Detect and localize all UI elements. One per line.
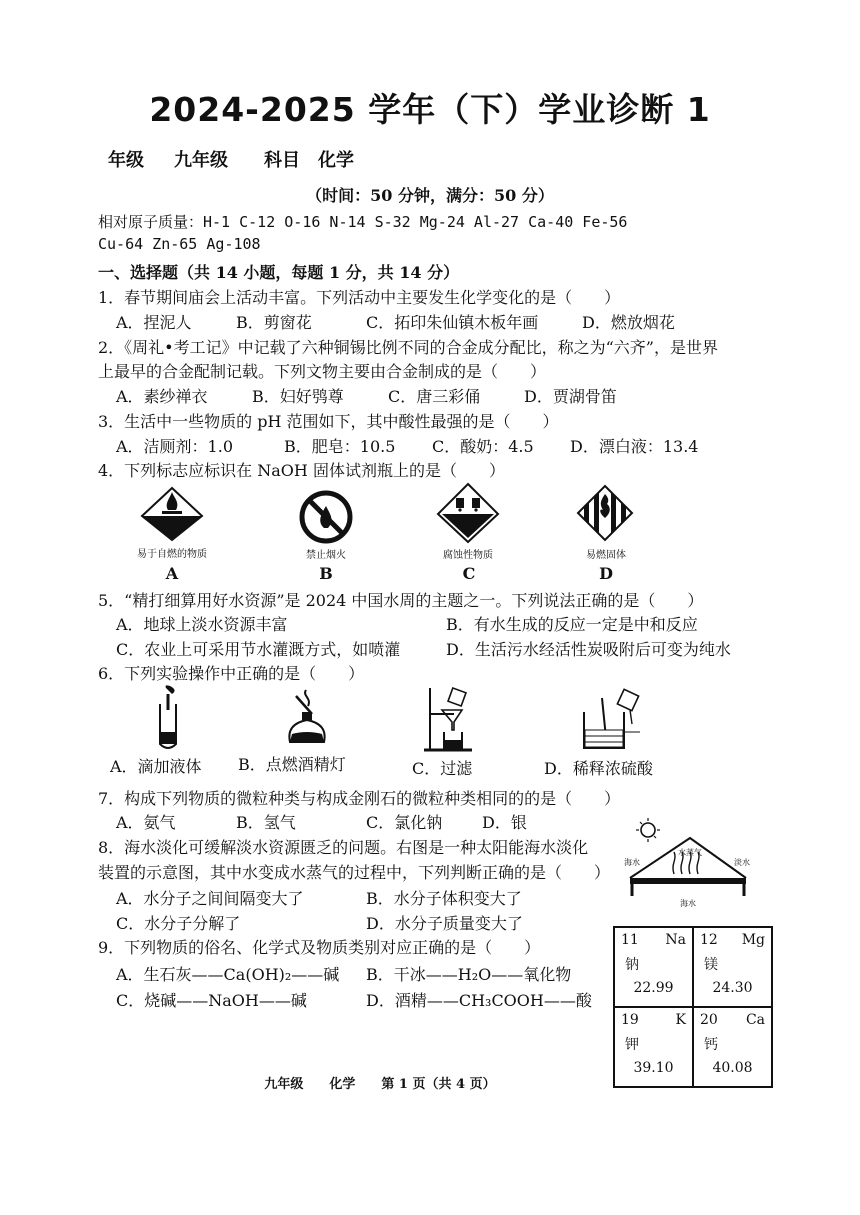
element-cell-na: 11 Na 钠 22.99: [614, 927, 693, 1007]
q5-stem: 5．“精打细算用好水资源”是 2024 中国水周的主题之一。下列说法正确的是（ ）: [98, 591, 704, 610]
sign-d-caption: 易燃固体: [586, 550, 626, 561]
page-title: 2024-2025 学年（下）学业诊断 1: [149, 90, 711, 129]
alcohol-lamp-icon: [282, 684, 332, 750]
q1-option-b: B．剪窗花: [236, 313, 312, 332]
q6-option-a: A．滴加液体: [110, 757, 202, 776]
section-heading: 一、选择题（共 14 小题，每题 1 分，共 14 分）: [98, 263, 460, 282]
q2-option-d: D．贾湖骨笛: [524, 387, 617, 406]
q5-option-b: B．有水生成的反应一定是中和反应: [446, 615, 698, 634]
fig-freshwater-label: 淡水: [734, 858, 750, 867]
flammable-solid-sign-icon: [576, 484, 634, 542]
dilution-beaker-icon: [580, 688, 646, 752]
grade-value: 九年级: [174, 150, 228, 171]
q3-option-c: C．酸奶：4.5: [432, 437, 534, 456]
filtration-stand-icon: [422, 684, 476, 752]
q6-option-d: D．稀释浓硫酸: [544, 759, 653, 778]
q2-stem-2: 上最早的合金配制记载。下列文物主要由合金制成的是（ ）: [98, 362, 547, 381]
q7-stem: 7．构成下列物质的微粒种类与构成金刚石的微粒种类相同的的是（ ）: [98, 789, 621, 808]
q8-option-c: C．水分子分解了: [116, 914, 241, 933]
grade-label: 年级: [108, 150, 144, 171]
subject-label: 科目: [264, 150, 300, 171]
sign-c-caption: 腐蚀性物质: [443, 550, 493, 561]
q2-stem-1: 2．《周礼•考工记》中记载了六种铜锡比例不同的合金成分配比，称之为“六齐”，是世界: [98, 338, 718, 357]
spontaneous-combustion-sign-icon: [140, 486, 204, 542]
q5-option-c: C．农业上可采用节水灌溉方式，如喷灌: [116, 640, 401, 659]
q7-option-a: A．氨气: [116, 813, 176, 832]
q7-option-b: B．氢气: [236, 813, 296, 832]
element-cell-k: 19 K 钾 39.10: [614, 1007, 693, 1087]
q1-option-d: D．燃放烟花: [582, 313, 675, 332]
q3-option-a: A．洁厕剂：1.0: [116, 437, 234, 456]
sign-d-letter: D: [599, 564, 613, 583]
q9-option-a: A．生石灰——Ca(OH)₂——碱: [116, 965, 340, 984]
q9-option-b: B．干冰——H₂O——氧化物: [366, 965, 572, 984]
page-footer: 九年级 化学 第 1 页（共 4 页）: [264, 1077, 496, 1092]
dropper-test-tube-icon: [148, 684, 188, 752]
periodic-table-excerpt: [613, 926, 773, 1088]
element-cell-mg: 12 Mg 镁 24.30: [693, 927, 772, 1007]
fig-seawater-left: 海水: [624, 858, 640, 867]
q6-stem: 6．下列实验操作中正确的是（ ）: [98, 664, 365, 683]
no-fire-sign-icon: [297, 490, 355, 544]
q2-option-c: C．唐三彩俑: [388, 387, 481, 406]
element-cell-ca: 20 Ca 钙 40.08: [693, 1007, 772, 1087]
q7-option-d: D．银: [482, 813, 527, 832]
q8-option-d: D．水分子质量变大了: [366, 914, 523, 933]
q2-option-b: B．妇好鸮尊: [252, 387, 344, 406]
q5-option-a: A．地球上淡水资源丰富: [116, 615, 288, 634]
q1-stem: 1．春节期间庙会上活动丰富。下列活动中主要发生化学变化的是（ ）: [98, 288, 621, 307]
sign-b-caption: 禁止烟火: [306, 550, 346, 561]
q1-option-c: C．拓印朱仙镇木板年画: [366, 313, 539, 332]
q9-option-d: D．酒精——CH₃COOH——酸: [366, 991, 592, 1010]
q8-stem-1: 8．海水淡化可缓解淡水资源匮乏的问题。右图是一种太阳能海水淡化: [98, 838, 589, 857]
fig-seawater-bottom: 海水: [680, 899, 696, 908]
q8-stem-2: 装置的示意图，其中水变成水蒸气的过程中，下列判断正确的是（ ）: [98, 863, 611, 882]
q4-stem: 4．下列标志应标识在 NaOH 固体试剂瓶上的是（ ）: [98, 461, 505, 480]
q3-stem: 3．生活中一些物质的 pH 范围如下，其中酸性最强的是（ ）: [98, 412, 559, 431]
q3-option-b: B．肥皂：10.5: [284, 437, 396, 456]
q8-option-a: A．水分子之间间隔变大了: [116, 889, 304, 908]
q5-option-d: D．生活污水经活性炭吸附后可变为纯水: [446, 640, 731, 659]
sign-b-letter: B: [319, 564, 333, 583]
q9-option-c: C．烧碱——NaOH——碱: [116, 991, 307, 1010]
sign-a-letter: A: [165, 564, 179, 583]
time-line: （时间：50 分钟，满分：50 分）: [306, 186, 554, 205]
q6-option-c: C．过滤: [412, 759, 473, 778]
fig-vapor-label: 水蒸气: [678, 848, 702, 857]
sign-c-letter: C: [462, 564, 476, 583]
q3-option-d: D．漂白液：13.4: [570, 437, 699, 456]
q6-option-b: B．点燃酒精灯: [238, 755, 346, 774]
sign-a-caption: 易于自燃的物质: [137, 549, 207, 560]
q2-option-a: A．素纱禅衣: [116, 387, 208, 406]
atomic-mass-line-2: Cu-64 Zn-65 Ag-108: [98, 235, 261, 253]
subject-value: 化学: [318, 150, 354, 171]
atomic-mass-line-1: 相对原子质量：H-1 C-12 O-16 N-14 S-32 Mg-24 Al-27 Ca-40 Fe-56: [98, 213, 628, 231]
q7-option-c: C．氯化钠: [366, 813, 443, 832]
q8-option-b: B．水分子体积变大了: [366, 889, 522, 908]
q1-option-a: A．捏泥人: [116, 313, 192, 332]
q9-stem: 9．下列物质的俗名、化学式及物质类别对应正确的是（ ）: [98, 938, 541, 957]
corrosive-sign-icon: [436, 482, 500, 544]
